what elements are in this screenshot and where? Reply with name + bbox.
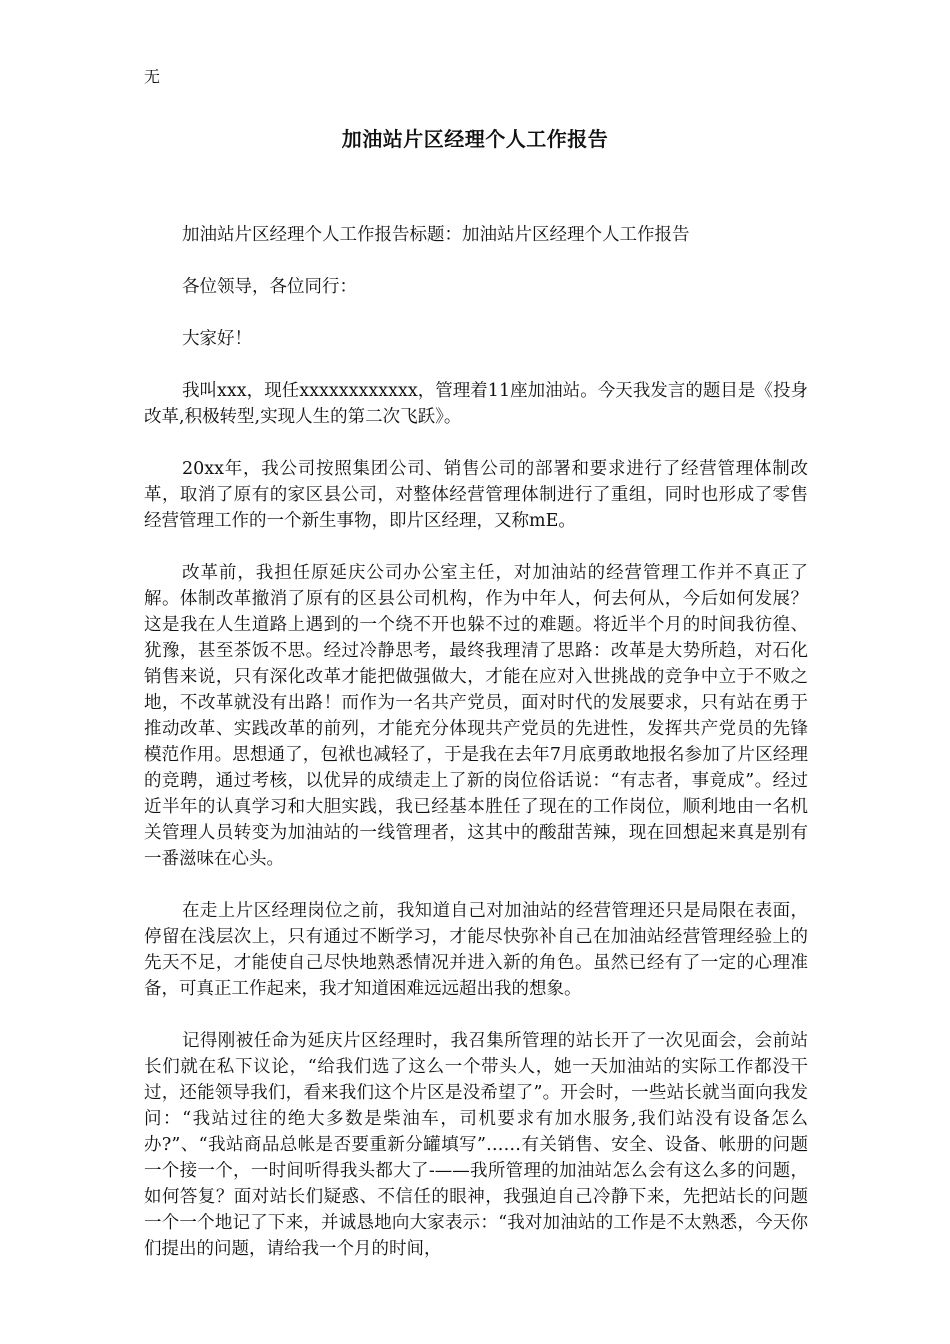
paragraph-greeting: 大家好！ [182,329,252,349]
document-body [144,222,808,1288]
paragraph-salutation: 各位领导，各位同行： [182,277,357,297]
paragraph-career-decision: 改革前，我担任原延庆公司办公室主任，对加油站的经营管理工作并不真正了解。体制改革撤消了原有的区县公司机构，作为中年人，何去何从，今后如何发展？这是我在人生道路上遇到的一个绕不开也躲不过的难题。将近半个月的时间我彷徨、犹豫，甚至茶饭不思。经过冷静思考，最终我理清了思路：改革是大势所趋，对石化销售来说，只有深化改革才能把做强做大，才能在应对入世挑战的竞争中立于不败之地，不改革就没有出路！而作为一名共产党员，面对时代的发展要求，只有站在勇于推动改革、实践改革的前列，才能充分体现共产党员的先进性，发挥共产党员的先锋模范作用。思想通了，包袱也减轻了，于是我在去年7月底勇敢地报名参加了片区经理的竞聘，通过考核，以优异的成绩走上了新的岗位俗话说：“有志者，事竟成”。经过近半年的认真学习和大胆实践，我已经基本胜任了现在的工作岗位，顺利地由一名机关管理人员转变为加油站的一线管理者，这其中的酸甜苦辣，现在回想起来真是别有一番滋味在心头。 [144,563,808,869]
paragraph-subject: 加油站片区经理个人工作报告标题：加油站片区经理个人工作报告 [182,225,690,245]
document-title: 加油站片区经理个人工作报告 [341,127,609,151]
header-mark: 无 [144,67,161,86]
paragraph-introduction: 我叫xxx，现任xxxxxxxxxxxx，管理着11座加油站。今天我发言的题目是《投身改革,积极转型,实现人生的第二次飞跃》。 [144,381,808,427]
paragraph-learning: 在走上片区经理岗位之前，我知道自己对加油站的经营管理还只是局限在表面，停留在浅层次上，只有通过不断学习，才能尽快弥补自己在加油站经营管理经验上的先天不足，才能使自己尽快地熟悉情况并进入新的角色。虽然已经有了一定的心理准备，可真正工作起来，我才知道困难远远超出我的想象。 [144,901,808,999]
paragraph-reform-background: 20xx年，我公司按照集团公司、销售公司的部署和要求进行了经营管理体制改革，取消了原有的家区县公司，对整体经营管理体制进行了重组，同时也形成了零售经营管理工作的一个新生事物，即片区经理，又称mE。 [144,459,808,531]
paragraph-first-meeting: 记得刚被任命为延庆片区经理时，我召集所管理的站长开了一次见面会，会前站长们就在私下议论，“给我们选了这么一个带头人，她一天加油站的实际工作都没干过，还能领导我们，看来我们这个片区是没希望了”。开会时，一些站长就当面向我发问：“我站过往的绝大多数是柴油车，司机要求有加水服务,我们站没有设备怎么办?”、“我站商品总帐是否要重新分罐填写”……有关销售、安全、设备、帐册的问题一个接一个，一时间听得我头都大了-——我所管理的加油站怎么会有这么多的问题，如何答复？面对站长们疑惑、不信任的眼神，我强迫自己冷静下来，先把站长的问题一个一个地记了下来，并诚恳地向大家表示：“我对加油站的工作是不太熟悉，今天你们提出的问题，请给我一个月的时间， [144,1031,808,1259]
